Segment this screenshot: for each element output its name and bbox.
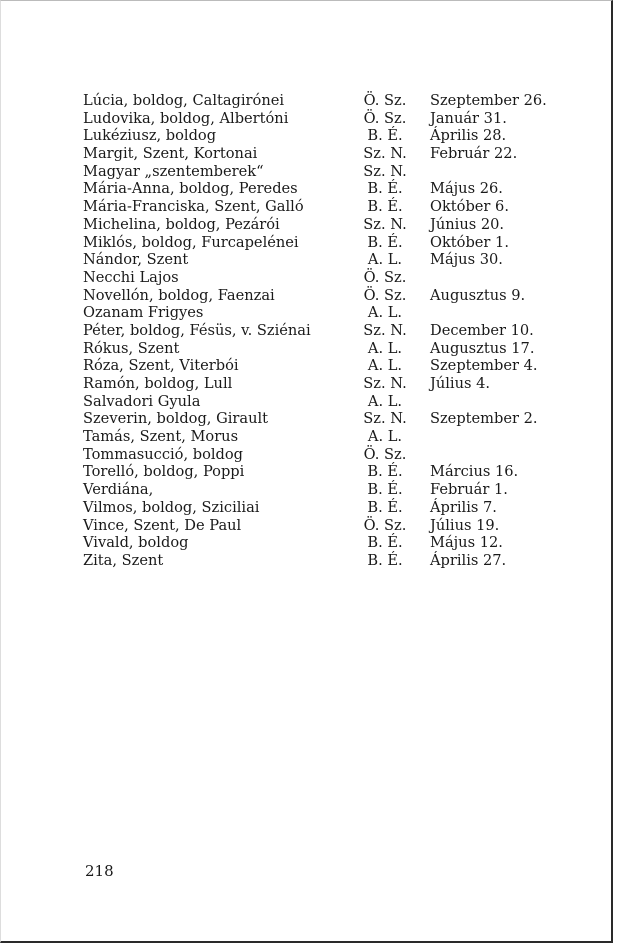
index-entry-row bbox=[83, 92, 603, 110]
saints-index-list bbox=[83, 92, 603, 570]
entry-date: Október 6. bbox=[430, 198, 509, 216]
entry-name: Lukéziusz, boldog bbox=[83, 127, 217, 145]
entry-order: B. É. bbox=[367, 534, 403, 552]
entry-name: Verdiána, bbox=[83, 481, 154, 499]
entry-date: Szeptember 4. bbox=[430, 357, 538, 375]
index-entry-row bbox=[83, 322, 603, 340]
entry-date: Június 20. bbox=[430, 215, 505, 233]
entry-order: A. L. bbox=[367, 251, 403, 269]
index-entry-row bbox=[83, 110, 603, 128]
entry-order: A. L. bbox=[367, 339, 403, 357]
entry-name: Szeverin, boldog, Girault bbox=[83, 410, 269, 428]
entry-order: Sz. N. bbox=[363, 162, 407, 180]
entry-order: Ö. Sz. bbox=[363, 516, 407, 534]
entry-order: B. É. bbox=[367, 198, 403, 216]
entry-date: Március 16. bbox=[430, 463, 519, 481]
entry-name: Salvadori Gyula bbox=[83, 392, 201, 410]
entry-date: Szeptember 26. bbox=[430, 92, 547, 109]
entry-date: Augusztus 9. bbox=[430, 286, 526, 304]
entry-name: Vivald, boldog bbox=[83, 534, 189, 552]
index-entry-row bbox=[83, 145, 603, 163]
entry-date: Február 1. bbox=[430, 481, 508, 499]
entry-name: Mária-Anna, boldog, Peredes bbox=[83, 180, 298, 198]
entry-name: Róza, Szent, Viterbói bbox=[83, 357, 239, 375]
entry-date: Május 26. bbox=[430, 180, 503, 198]
index-entry-row bbox=[83, 534, 603, 552]
entry-order: Sz. N. bbox=[363, 375, 407, 392]
index-entry-row bbox=[83, 251, 603, 269]
entry-order: A. L. bbox=[367, 392, 403, 410]
entry-order: B. É. bbox=[367, 180, 403, 198]
entry-order: Sz. N. bbox=[363, 145, 407, 163]
entry-name: Nándor, Szent bbox=[83, 251, 189, 269]
index-entry-row bbox=[83, 517, 603, 535]
entry-name: Margit, Szent, Kortonai bbox=[83, 145, 258, 163]
entry-order: Sz. N. bbox=[363, 410, 407, 428]
entry-name: Péter, boldog, Fésüs, v. Sziénai bbox=[83, 321, 311, 339]
entry-date: Április 27. bbox=[430, 551, 507, 569]
entry-name: Ramón, boldog, Lull bbox=[83, 375, 233, 392]
index-entry-row bbox=[83, 375, 603, 393]
entry-name: Ludovika, boldog, Albertóni bbox=[83, 109, 289, 127]
index-entry-row bbox=[83, 216, 603, 234]
entry-date: Július 4. bbox=[430, 375, 491, 392]
entry-date: Február 22. bbox=[430, 145, 518, 163]
index-entry-row bbox=[83, 180, 603, 198]
index-entry-row bbox=[83, 304, 603, 322]
entry-date: Augusztus 17. bbox=[430, 339, 535, 357]
entry-order: B. É. bbox=[367, 233, 403, 251]
index-entry-row bbox=[83, 357, 603, 375]
index-entry-row bbox=[83, 446, 603, 464]
entry-date: Május 30. bbox=[430, 251, 503, 269]
entry-date: Szeptember 2. bbox=[430, 410, 538, 428]
entry-date: Április 28. bbox=[430, 127, 507, 145]
entry-order: Ö. Sz. bbox=[363, 109, 407, 127]
entry-order: B. É. bbox=[367, 127, 403, 145]
index-entry-row bbox=[83, 198, 603, 216]
index-entry-row bbox=[83, 287, 603, 305]
entry-name: Necchi Lajos bbox=[83, 268, 179, 286]
entry-name: Vilmos, boldog, Sziciliai bbox=[83, 498, 260, 516]
entry-name: Mária-Franciska, Szent, Galló bbox=[83, 198, 304, 216]
entry-name: Tommasucció, boldog bbox=[83, 445, 243, 463]
entry-date: Október 1. bbox=[430, 233, 509, 251]
entry-name: Zita, Szent bbox=[83, 551, 164, 569]
index-entry-row bbox=[83, 269, 603, 287]
entry-order: B. É. bbox=[367, 498, 403, 516]
entry-order: A. L. bbox=[367, 304, 403, 322]
entry-date: Május 12. bbox=[430, 534, 503, 552]
index-entry-row bbox=[83, 499, 603, 517]
index-entry-row bbox=[83, 163, 603, 181]
index-entry-row bbox=[83, 410, 603, 428]
entry-order: Ö. Sz. bbox=[363, 268, 407, 286]
index-entry-row bbox=[83, 127, 603, 145]
entry-date: Április 7. bbox=[430, 498, 497, 516]
entry-order: B. É. bbox=[367, 481, 403, 499]
entry-name: Magyar „szentemberek“ bbox=[83, 162, 264, 180]
entry-name: Novellón, boldog, Faenzai bbox=[83, 286, 275, 304]
entry-name: Michelina, boldog, Pezárói bbox=[83, 215, 280, 233]
entry-order: Ö. Sz. bbox=[363, 445, 407, 463]
entry-date: December 10. bbox=[430, 321, 534, 339]
entry-name: Miklós, boldog, Furcapelénei bbox=[83, 233, 299, 251]
index-entry-row bbox=[83, 552, 603, 570]
entry-order: Ö. Sz. bbox=[363, 92, 407, 109]
entry-name: Tamás, Szent, Morus bbox=[83, 428, 239, 446]
index-entry-row bbox=[83, 393, 603, 411]
entry-order: A. L. bbox=[367, 428, 403, 446]
index-entry-row bbox=[83, 234, 603, 252]
entry-name: Ozanam Frigyes bbox=[83, 304, 204, 322]
entry-order: Sz. N. bbox=[363, 215, 407, 233]
entry-date: Január 31. bbox=[430, 109, 507, 127]
index-entry-row bbox=[83, 463, 603, 481]
entry-name: Torelló, boldog, Poppi bbox=[83, 463, 245, 481]
index-entry-row bbox=[83, 340, 603, 358]
entry-order: A. L. bbox=[367, 357, 403, 375]
entry-order: B. É. bbox=[367, 551, 403, 569]
page-number: 218 bbox=[85, 862, 114, 880]
entry-date: Július 19. bbox=[430, 516, 500, 534]
entry-order: B. É. bbox=[367, 463, 403, 481]
entry-order: Sz. N. bbox=[363, 321, 407, 339]
entry-order: Ö. Sz. bbox=[363, 286, 407, 304]
index-entry-row bbox=[83, 481, 603, 499]
entry-name: Vince, Szent, De Paul bbox=[83, 516, 242, 534]
entry-name: Rókus, Szent bbox=[83, 339, 180, 357]
entry-name: Lúcia, boldog, Caltagirónei bbox=[83, 92, 285, 109]
index-entry-row bbox=[83, 428, 603, 446]
